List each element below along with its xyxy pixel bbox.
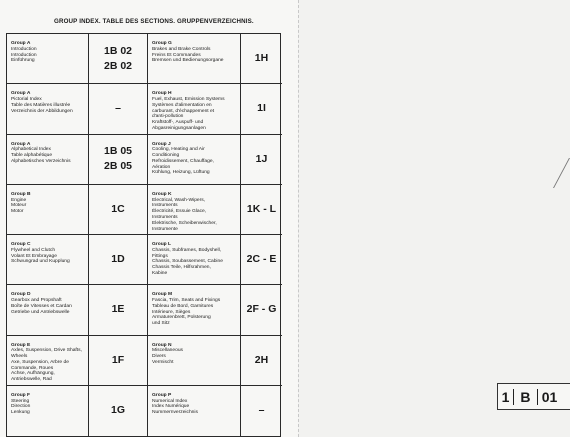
group-description-line: Kraftstoff-, Auspuff- und (152, 120, 204, 126)
group-code (89, 185, 148, 235)
group-description-line: Fascia, Trim, Seats and Fixings (152, 298, 221, 304)
group-description-line: Numerical Index (152, 398, 188, 404)
group-description-line: Moteur (11, 203, 27, 209)
group-heading: Group K (152, 191, 172, 197)
group-description-line: Wheels (11, 354, 28, 360)
group-description-line: Bremsen und Bedienungsorgane (152, 58, 224, 64)
group-code (241, 336, 282, 386)
group-description-line: Conditioning (152, 153, 180, 159)
group-heading: Group F (11, 392, 31, 398)
group-heading: Group A (11, 41, 31, 46)
group-code-value: 2F - G (246, 303, 277, 316)
group-description-line: Divers (152, 354, 166, 360)
group-code-value: 2B 05 (103, 160, 133, 173)
group-index-table (6, 33, 281, 437)
group-description-line: Antriebswelle, Rad (11, 377, 52, 383)
group-description-line: Electrical, Wash-Wipers, (152, 197, 206, 203)
group-heading: Group J (152, 141, 171, 147)
group-description-line: Einführung (11, 58, 35, 64)
group-description-line: Armaturenbrett, Polsterung (152, 315, 211, 321)
group-description-line: d'anti-pollution (152, 114, 184, 120)
group-code-value: 2H (254, 353, 269, 366)
group-code-value: – (258, 404, 265, 417)
group-description-line: Pictorial Index (11, 97, 42, 103)
group-code-value: 1E (111, 303, 125, 316)
group-description-line: Cooling, Heating and Air (152, 147, 205, 153)
group-description-line: Alphabetisches Verzeichnis (11, 158, 71, 164)
group-description-line: Table alphabétique (11, 153, 53, 159)
group-heading: Group H (152, 91, 172, 97)
group-description-line: Chassis, Soubassement, Cabine (152, 259, 223, 265)
group-description (7, 235, 89, 285)
group-code (241, 135, 282, 185)
page-tab-part: 01 (541, 388, 558, 405)
group-code (89, 235, 148, 285)
page-title: GROUP INDEX. TABLE DES SECTIONS. GRUPPENVERZEICHNIS. (54, 18, 254, 25)
group-description (148, 336, 241, 386)
group-description-line: Engine (11, 197, 27, 203)
group-code-value: – (115, 102, 121, 115)
facing-page (298, 0, 570, 437)
group-code-value: 1K - L (246, 202, 277, 215)
group-heading: Group A (11, 91, 31, 97)
group-code-value: 1C (111, 202, 125, 215)
group-description (148, 285, 241, 335)
group-description (148, 34, 241, 84)
group-description-line: Lenkung (11, 410, 30, 416)
group-heading: Group C (11, 242, 31, 247)
group-description (148, 84, 241, 134)
group-code-value: 1G (110, 404, 125, 417)
group-description-line: Freins Et Commandes (152, 52, 201, 58)
group-description-line: Getriebe und Antriebswelle (11, 309, 70, 315)
group-description-line: Refroidissement, Chauffage, (152, 158, 214, 164)
group-code (89, 336, 148, 386)
page-tab (497, 383, 570, 410)
group-code-value: 1B 05 (103, 145, 133, 158)
group-description (7, 34, 89, 84)
group-code-value: 1D (111, 253, 125, 266)
page-tab-part: 1 (498, 389, 514, 405)
group-description (148, 235, 241, 285)
group-description-line: Boîte de Vitesses et Cardan (11, 303, 72, 309)
group-code (89, 34, 148, 84)
group-heading: Group P (152, 392, 172, 398)
group-heading: Group L (152, 242, 172, 247)
group-heading: Group B (11, 191, 31, 197)
group-description-line: Alphabetical Index (11, 147, 51, 153)
group-description-line: Direction (11, 404, 31, 410)
group-code (89, 84, 148, 134)
group-description-line: Steering (11, 398, 30, 404)
group-description-line: Index Numérique (152, 404, 190, 410)
group-heading: Group N (152, 342, 172, 348)
group-description-line: Commande, Roues (11, 365, 54, 371)
group-description-line: Chassis, Subframes, Bodyshell, (152, 247, 222, 253)
group-heading: Group M (152, 292, 173, 298)
group-description-line: Flywheel and Clutch (11, 247, 56, 253)
group-code-value: 1B 02 (103, 44, 133, 57)
group-code (89, 285, 148, 335)
group-description-line: Gearbox and Propshaft (11, 298, 62, 304)
group-description-line: Brakes and Brake Controls (152, 46, 211, 52)
group-description-line: Instrumente (152, 226, 178, 232)
group-heading: Group G (152, 41, 172, 46)
group-code (241, 84, 282, 134)
group-code-value: 2B 02 (103, 59, 133, 72)
group-description-line: Électricité, Essuie Glace, (152, 209, 207, 215)
group-description (148, 185, 241, 235)
group-description-line: Miscellaneous (152, 348, 183, 354)
group-code (241, 386, 282, 436)
group-description-line: Elektrische, Scheibenwischer, (152, 220, 217, 226)
fold-mark (553, 158, 570, 188)
group-description (7, 185, 89, 235)
page-tab-part: B (514, 389, 538, 405)
group-description-line: Aération (152, 164, 171, 170)
group-code (89, 135, 148, 185)
group-description-line: Intérieure, Sièges (152, 309, 191, 315)
group-description (7, 285, 89, 335)
group-description-line: carburant, d'échappement et (152, 108, 215, 114)
group-description-line: Abgasreinigungsanlagen (152, 126, 206, 132)
group-description-line: Table des Matières illustrée (11, 102, 71, 108)
group-description-line: Nummernverzeichnis (152, 410, 198, 416)
group-code (241, 185, 282, 235)
group-description-line: Instruments (152, 203, 178, 209)
group-description (7, 84, 89, 134)
group-code-value: 1H (254, 52, 269, 65)
group-code (89, 386, 148, 436)
group-heading: Group A (11, 141, 31, 147)
group-description-line: Tableau de Bord, Garnitures (152, 303, 214, 309)
group-heading: Group E (11, 342, 31, 348)
group-description-line: Achse, Aufhängung, (11, 371, 55, 377)
group-description-line: Chassis Teile, Hilfsrahmen, (152, 265, 211, 271)
group-description-line: Kabine (152, 270, 168, 276)
group-description-line: Axe, Suspension, Arbre de (11, 359, 69, 365)
group-description-line: Fuel, Exhaust, Emission Systems (152, 97, 225, 103)
group-description-line: Instruments (152, 214, 178, 220)
group-description-line: Introduction (11, 52, 37, 58)
group-description-line: Motor (11, 209, 24, 215)
group-description (148, 386, 241, 436)
group-description-line: Systèmes d'alimentation en (152, 102, 212, 108)
group-description-line: Kühlung, Heizung, Lüftung (152, 170, 210, 176)
group-code-value: 1I (257, 102, 266, 115)
group-description (7, 386, 89, 436)
group-description-line: Fittings (152, 253, 168, 259)
group-description-line: und Sitz (152, 321, 170, 327)
group-code-value: 1J (255, 152, 268, 165)
group-code (241, 285, 282, 335)
group-description (7, 336, 89, 386)
group-description-line: Axles, Suspension, Drive Shafts, (11, 348, 82, 354)
group-description (7, 135, 89, 185)
group-description-line: Schwungrad und Kupplung (11, 259, 70, 265)
group-description-line: Vermischt (152, 359, 174, 365)
group-description (148, 135, 241, 185)
group-code (241, 34, 282, 84)
group-description-line: Volant Et Embrayage (11, 253, 57, 259)
group-description-line: Verzeichnis der Abbildungen (11, 108, 73, 114)
group-description-line: Introduction (11, 46, 37, 52)
group-code (241, 235, 282, 285)
group-heading: Group D (11, 292, 31, 298)
group-code-value: 1F (111, 353, 125, 366)
group-code-value: 2C - E (246, 253, 277, 266)
